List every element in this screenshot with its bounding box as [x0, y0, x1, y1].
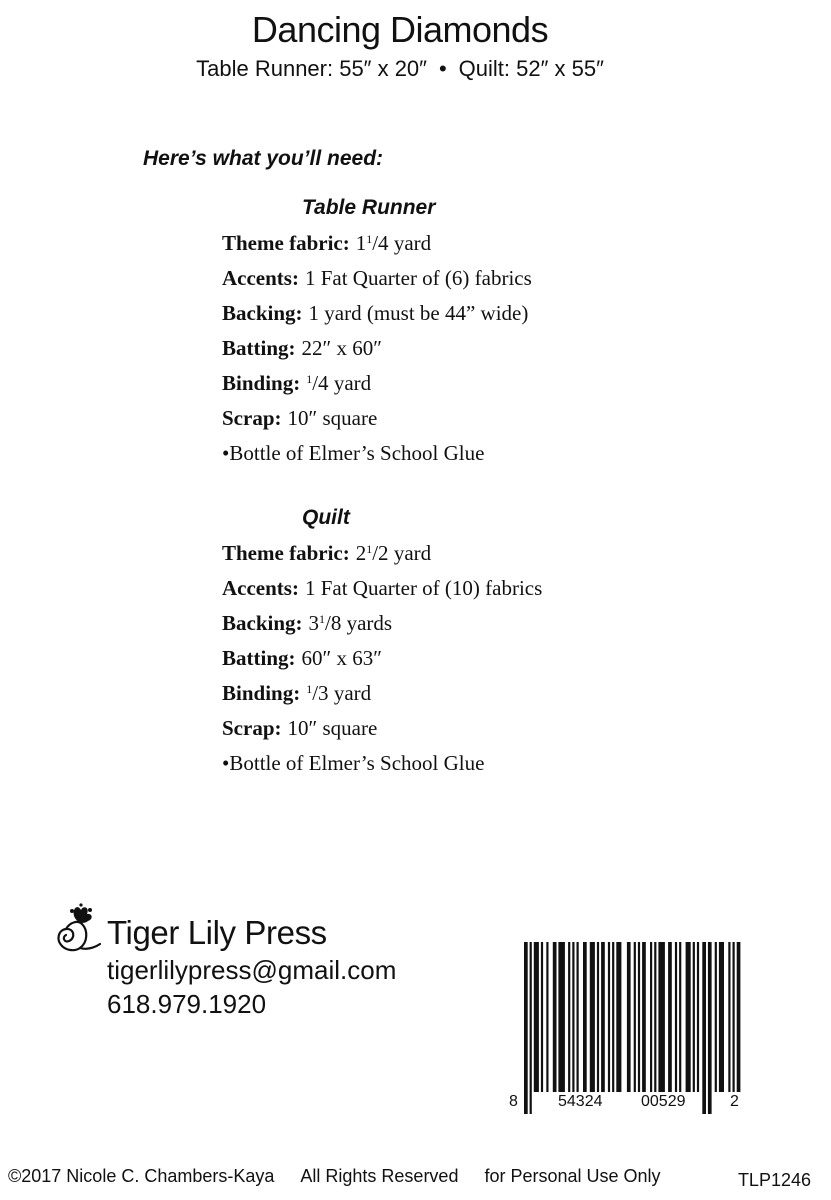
barcode-bar	[553, 942, 557, 1092]
barcode-bar	[715, 942, 717, 1092]
barcode-bar	[616, 942, 621, 1092]
barcode-bar	[608, 942, 610, 1092]
fraction-denominator: /2	[372, 541, 389, 565]
barcode-bar	[737, 942, 741, 1092]
supply-label: Theme fabric:	[222, 231, 350, 255]
barcode-bar	[733, 942, 735, 1092]
pattern-title: Dancing Diamonds	[251, 9, 549, 50]
barcode-bar	[693, 942, 695, 1092]
barcode-bar	[642, 942, 646, 1092]
barcode-bar	[568, 942, 570, 1092]
barcode-bar	[668, 942, 672, 1092]
barcode-bar	[601, 942, 605, 1092]
supply-item	[222, 263, 532, 298]
barcode-bar	[679, 942, 681, 1092]
supply-label: Theme fabric:	[222, 541, 350, 565]
supply-label: Accents:	[222, 576, 299, 600]
supply-item	[222, 713, 542, 748]
barcode-bar	[583, 942, 587, 1092]
barcode-bar	[558, 942, 565, 1092]
table-runner-supply-list	[222, 228, 532, 473]
runner-size: Table Runner: 55″ x 20″	[196, 56, 427, 81]
supply-whole-number: 2	[355, 541, 367, 565]
copyright-line	[8, 1166, 687, 1187]
supply-item	[222, 538, 542, 573]
barcode-bar	[534, 942, 539, 1092]
supply-item	[222, 403, 532, 438]
supply-unit: yard	[328, 371, 372, 395]
fraction-numerator: 1	[366, 542, 373, 556]
fraction-numerator: 1	[319, 612, 326, 626]
fraction-numerator: 1	[306, 372, 313, 386]
barcode-bar	[675, 942, 677, 1092]
requirements-heading: Here’s what you’ll need:	[143, 147, 384, 170]
size-separator-bullet: •	[438, 56, 447, 81]
supply-label: Batting:	[222, 336, 296, 360]
supply-unit: yard	[388, 541, 432, 565]
supply-item	[222, 228, 532, 263]
product-sku: TLP1246	[737, 1170, 811, 1190]
supply-unit: yard	[388, 231, 432, 255]
barcode-bar	[590, 942, 595, 1092]
barcode-bar	[597, 942, 599, 1092]
pattern-sizes	[0, 56, 800, 82]
fraction-denominator: /8	[325, 611, 342, 635]
supply-text: 22″ x 60″	[301, 336, 382, 360]
barcode-left-digits: 54324	[558, 1093, 603, 1110]
barcode-bar	[650, 942, 652, 1092]
barcode-bar	[524, 942, 528, 1114]
supply-label: Backing:	[222, 611, 303, 635]
barcode-bar	[627, 942, 631, 1092]
barcode-last-digit: 2	[730, 1093, 739, 1110]
supply-text: 10″ square	[287, 716, 378, 740]
barcode-bar	[654, 942, 656, 1092]
fraction-numerator: 1	[306, 682, 313, 696]
barcode-bar	[697, 942, 699, 1092]
barcode-bar	[541, 942, 543, 1092]
barcode-bar	[708, 942, 712, 1114]
barcode-bar	[719, 942, 724, 1092]
supply-item	[222, 678, 542, 713]
supply-text: •Bottle of Elmer’s School Glue	[222, 751, 485, 775]
publisher-phone: 618.979.1920	[107, 989, 267, 1019]
supply-label: Batting:	[222, 646, 296, 670]
supply-item	[222, 368, 532, 403]
supply-text: 60″ x 63″	[301, 646, 382, 670]
publisher-name: Tiger Lily Press	[107, 914, 327, 951]
quilt-size: Quilt: 52″ x 55″	[458, 56, 604, 81]
publisher-email[interactable]: tigerlilypress@gmail.com	[107, 955, 397, 985]
tiger-lily-flower-icon	[52, 902, 104, 954]
quilt-heading: Quilt	[302, 506, 350, 529]
barcode-bar	[612, 942, 614, 1092]
usage-text: for Personal Use Only	[484, 1166, 661, 1186]
table-runner-heading: Table Runner	[302, 196, 436, 219]
supply-label: Binding:	[222, 371, 301, 395]
barcode-bar	[728, 942, 730, 1092]
fraction-denominator: /4	[372, 231, 389, 255]
supply-label: Scrap:	[222, 406, 282, 430]
supply-item	[222, 298, 532, 333]
supply-text: 10″ square	[287, 406, 378, 430]
barcode-bar	[546, 942, 548, 1092]
supply-item	[222, 333, 532, 368]
supply-whole-number: 3	[308, 611, 320, 635]
copyright-text: ©2017 Nicole C. Chambers-Kaya	[8, 1166, 275, 1186]
supply-item	[222, 748, 542, 783]
supply-unit: yards	[341, 611, 393, 635]
supply-unit: yard	[328, 681, 372, 705]
supply-text: 1 Fat Quarter of (10) fabrics	[304, 576, 543, 600]
supply-whole-number: 1	[355, 231, 367, 255]
supply-text: •Bottle of Elmer’s School Glue	[222, 441, 485, 465]
upc-barcode	[520, 942, 746, 1114]
barcode-right-digits: 00529	[641, 1093, 686, 1110]
supply-item	[222, 573, 542, 608]
barcode-bar	[702, 942, 706, 1114]
supply-label: Accents:	[222, 266, 299, 290]
fraction-numerator: 1	[366, 232, 373, 246]
quilt-supply-list	[222, 538, 542, 783]
barcode-bar	[638, 942, 640, 1092]
supply-item	[222, 438, 532, 473]
barcode-bar	[634, 942, 636, 1092]
supply-label: Binding:	[222, 681, 301, 705]
fraction-denominator: /3	[312, 681, 329, 705]
barcode-bar	[572, 942, 574, 1092]
barcode-bar	[577, 942, 579, 1092]
fraction-denominator: /4	[312, 371, 329, 395]
barcode-first-digit: 8	[509, 1093, 518, 1110]
supply-item	[222, 643, 542, 678]
barcode-bar	[530, 942, 532, 1114]
supply-item	[222, 608, 542, 643]
supply-label: Backing:	[222, 301, 303, 325]
supply-text: 1 yard (must be 44” wide)	[308, 301, 529, 325]
barcode-bar	[686, 942, 691, 1092]
supply-text: 1 Fat Quarter of (6) fabrics	[304, 266, 532, 290]
barcode-bar	[658, 942, 665, 1092]
supply-label: Scrap:	[222, 716, 282, 740]
rights-text: All Rights Reserved	[300, 1166, 459, 1186]
